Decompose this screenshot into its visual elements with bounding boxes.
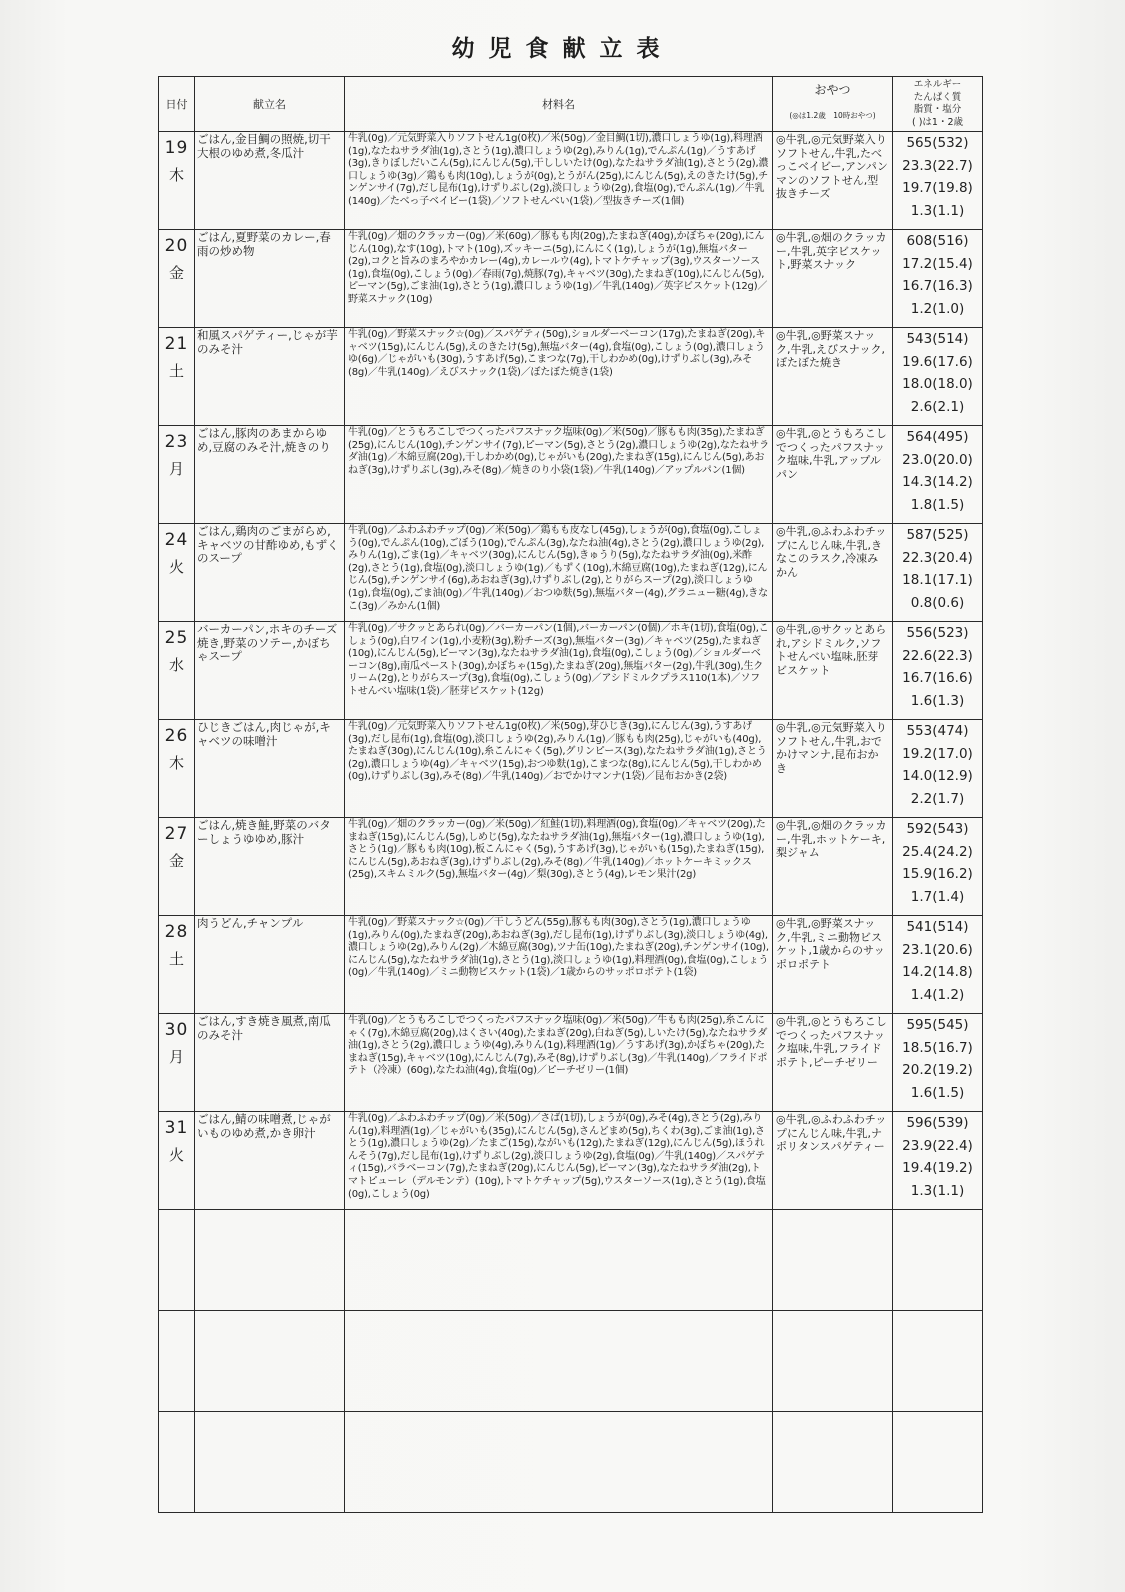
energy-value: 543(514): [906, 331, 969, 347]
day-number: 20: [164, 236, 189, 256]
ingredients: 牛乳(0g)／サクッとあられ(0g)／バーカーパン(1個),バーカーパン(0個)／ホキ(1切),食塩(0g),こしょう(0g),白ワイン(1g),小麦粉(3g),粉チーズ(3g),無塩バター(3g)／キャベツ(25g),たまねぎ(10g),にんじん(5g),ピーマン(3g),なたねサラダ油(1g),食塩(0g),こしょう(0g)／ショルダーベーコン(8g),南瓜ペースト(30g),かぼちゃ(15g),たまねぎ(20g),無塩バター(2g),牛乳(30g),生クリーム(2g),とりがらスープ(3g),食塩(0g),こしょう(0g)／アシドミルクプラス110(1本)／ソフトせんべい塩味(1袋)／胚芽ビスケット(12g): [345, 622, 773, 720]
fat-value: 15.9(16.2): [902, 866, 973, 882]
salt-value: 1.2(1.0): [910, 300, 965, 317]
menu-name: ごはん,夏野菜のカレー,春雨の炒め物: [195, 230, 345, 328]
salt-value: 0.8(0.6): [910, 594, 965, 611]
energy-value: 595(545): [906, 1017, 969, 1033]
nutrition-cell: [893, 328, 983, 426]
header-snack-label: おやつ: [814, 83, 851, 97]
weekday: 金: [168, 852, 184, 870]
date-cell: [159, 132, 195, 230]
ingredients: 牛乳(0g)／ふわふわチップ(0g)／米(50g)／さば(1切),しょうが(0g),みそ(4g),さとう(2g),みりん(1g),料理酒(1g)／じゃがいも(35g),にんじん(5g),さんどまめ(5g),ちくわ(3g),ごま油(1g),さとう(1g),濃口しょうゆ(2g)／たまご(15g),ながいも(12g),たまねぎ(12g),にんじん(5g),ほうれんそう(7g),だし昆布(1g),けずりぶし(2g),淡口しょうゆ(2g),食塩(0g)／牛乳(140g)／スパゲティ(15g),バラベーコン(7g),たまねぎ(20g),にんじん(5g),ピーマン(3g),なたねサラダ油(2g),トマトピューレ（デルモンテ）(10g),トマトケチャップ(5g),ウスターソース(1g),さとう(1g),食塩(0g),こしょう(0g): [345, 1112, 773, 1210]
fat-value: 20.2(19.2): [902, 1062, 973, 1078]
salt-value: 1.6(1.5): [910, 1084, 965, 1101]
header-date: 日付: [159, 77, 195, 132]
fat-value: 18.1(17.1): [902, 572, 973, 588]
weekday: 月: [168, 460, 184, 478]
protein-value: 19.6(17.6): [902, 353, 973, 370]
protein-value: 23.9(22.4): [902, 1137, 973, 1154]
weekday: 土: [168, 362, 184, 380]
date-cell: [159, 818, 195, 916]
table-row: [159, 818, 983, 916]
snack: ◎牛乳,◎サクッとあられ,アシドミルク,ソフトせんべい塩味,胚芽ビスケット: [773, 622, 893, 720]
menu-name: 肉うどん,チャンプル: [195, 916, 345, 1014]
nutrition-cell: [893, 916, 983, 1014]
protein-value: 23.1(20.6): [902, 941, 973, 958]
day-number: 31: [164, 1118, 189, 1138]
protein-value: 23.0(20.0): [902, 451, 973, 468]
table-row: [159, 1112, 983, 1210]
nutrition-cell: [893, 524, 983, 622]
salt-value: 1.6(1.3): [910, 692, 965, 709]
empty-cell: [893, 1210, 983, 1311]
day-number: 30: [164, 1020, 189, 1040]
nutrition-cell: [893, 622, 983, 720]
ingredients: 牛乳(0g)／とうもろこしでつくったパフスナック塩味(0g)／米(50g)／牛もも肉(25g),糸こんにゃく(7g),木綿豆腐(20g),はくさい(40g),たまねぎ(20g),白ねぎ(5g),しいたけ(5g),なたねサラダ油(1g),さとう(2g),濃口しょうゆ(4g),みりん(1g),料理酒(1g)／うすあげ(3g),かぼちゃ(20g),たまねぎ(15g),キャベツ(10g),にんじん(7g),みそ(8g),けずりぶし(3g)／牛乳(140g)／フライドポテト（冷凍）(60g),なたね油(4g),食塩(0g)／ピーチゼリー(1個): [345, 1014, 773, 1112]
energy-value: 564(495): [906, 429, 969, 445]
header-menu: 献立名: [195, 77, 345, 132]
table-row: [159, 720, 983, 818]
protein-value: 17.2(15.4): [902, 255, 973, 272]
header-nutrition: [893, 77, 983, 132]
weekday: 木: [168, 166, 184, 184]
snack: ◎牛乳,◎野菜スナック,牛乳,ミニ動物ビスケット,1歳からのサッポロポテト: [773, 916, 893, 1014]
table-row: [159, 426, 983, 524]
weekday: 木: [168, 754, 184, 772]
empty-cell: [773, 1412, 893, 1513]
date-cell: [159, 524, 195, 622]
weekday: 土: [168, 950, 184, 968]
day-number: 25: [164, 628, 189, 648]
day-number: 28: [164, 922, 189, 942]
empty-cell: [195, 1210, 345, 1311]
protein-value: 18.5(16.7): [902, 1039, 973, 1056]
table-row: [159, 524, 983, 622]
empty-cell: [195, 1412, 345, 1513]
salt-value: 1.7(1.4): [910, 888, 965, 905]
nutrition-cell: [893, 1112, 983, 1210]
menu-table: [158, 76, 983, 1513]
ingredients: 牛乳(0g)／畑のクラッカー(0g)／米(50g)／紅鮭(1切),料理酒(0g),食塩(0g)／キャベツ(20g),たまねぎ(15g),にんじん(5g),しめじ(5g),なたねサラダ油(1g),無塩バター(1g),濃口しょうゆ(1g),さとう(1g)／豚もも肉(10g),板こんにゃく(5g),うすあげ(3g),じゃがいも(15g),たまねぎ(15g),にんじん(5g),あおねぎ(3g),けずりぶし(2g),みそ(8g)／牛乳(140g)／ホットケーキミックス(25g),スキムミルク(5g),無塩バター(4g)／梨(30g),さとう(4g),レモン果汁(2g): [345, 818, 773, 916]
day-number: 21: [164, 334, 189, 354]
protein-value: 25.4(24.2): [902, 843, 973, 860]
ingredients: 牛乳(0g)／野菜スナック☆(0g)／干しうどん(55g),豚もも肉(30g),さとう(1g),濃口しょうゆ(1g),みりん(0g),たまねぎ(20g),あおねぎ(3g),だし昆布(1g),けずりぶし(3g),淡口しょうゆ(4g),濃口しょうゆ(2g),みりん(2g)／木綿豆腐(30g),ツナ缶(10g),たまねぎ(20g),チンゲンサイ(10g),にんじん(5g),なたねサラダ油(1g),さとう(1g),淡口しょうゆ(1g),料理酒(0g),食塩(0g),こしょう(0g)／牛乳(140g)／ミニ動物ビスケット(1袋)／1歳からのサッポロポテト(1袋): [345, 916, 773, 1014]
nutrition-cell: [893, 426, 983, 524]
empty-cell: [345, 1210, 773, 1311]
nutrition-cell: [893, 818, 983, 916]
snack: ◎牛乳,◎ふわふわチップにんじん味,牛乳,きなこのラスク,冷凍みかん: [773, 524, 893, 622]
header-nutrition-line: 脂質・塩分: [913, 104, 962, 115]
header-nutrition-line: たんぱく質: [913, 91, 962, 103]
nutrition-cell: [893, 1014, 983, 1112]
fat-value: 19.7(19.8): [902, 180, 973, 196]
table-row: [159, 622, 983, 720]
empty-cell: [773, 1210, 893, 1311]
weekday: 月: [168, 1048, 184, 1066]
fat-value: 14.3(14.2): [902, 474, 973, 490]
protein-value: 22.6(22.3): [902, 647, 973, 664]
energy-value: 596(539): [906, 1115, 969, 1131]
protein-value: 22.3(20.4): [902, 549, 973, 566]
fat-value: 19.4(19.2): [902, 1160, 973, 1176]
salt-value: 1.3(1.1): [910, 1182, 965, 1199]
empty-cell: [345, 1412, 773, 1513]
energy-value: 553(474): [906, 723, 969, 739]
header-snack: [773, 77, 893, 132]
date-cell: [159, 916, 195, 1014]
empty-cell: [893, 1311, 983, 1412]
ingredients: 牛乳(0g)／とうもろこしでつくったパフスナック塩味(0g)／米(50g)／豚もも肉(35g),たまねぎ(25g),にんじん(10g),チンゲンサイ(7g),ピーマン(5g),さとう(2g),濃口しょうゆ(2g),なたねサラダ油(1g)／木綿豆腐(20g),干しわかめ(0g),じゃがいも(20g),たまねぎ(15g),にんじん(5g),あおねぎ(3g),けずりぶし(3g),みそ(8g)／焼きのり小袋(1袋)／牛乳(140g)／アップルパン(1個): [345, 426, 773, 524]
ingredients: 牛乳(0g)／ふわふわチップ(0g)／米(50g)／鶏もも皮なし(45g),しょうが(0g),食塩(0g),こしょう(0g),でんぷん(10g),ごぼう(10g),でんぷん(3g),なたね油(4g),さとう(2g),濃口しょうゆ(2g),みりん(1g),ごま(1g)／キャベツ(30g),にんじん(5g),きゅうり(5g),なたねサラダ油(0g),米酢(2g),さとう(1g),食塩(0g),淡口しょうゆ(1g)／もずく(10g),木綿豆腐(10g),たまねぎ(12g),にんじん(5g),チンゲンサイ(6g),あおねぎ(3g),けずりぶし(2g),とりがらスープ(2g),淡口しょうゆ(1g),食塩(0g),ごま油(0g)／牛乳(140g)／おつゆ麩(5g),無塩バター(4g),グラニュー糖(4g),きなこ(3g)／みかん(1個): [345, 524, 773, 622]
protein-value: 23.3(22.7): [902, 157, 973, 174]
fat-value: 14.0(12.9): [902, 768, 973, 784]
date-cell: [159, 1014, 195, 1112]
header-nutrition-line: ( )は1・2歳: [911, 116, 964, 128]
ingredients: 牛乳(0g)／元気野菜入りソフトせん1g(0枚)／米(50g)／金目鯛(1切),濃口しょうゆ(1g),料理酒(1g),なたねサラダ油(1g),さとう(1g),濃口しょうゆ(2g),みりん(1g),でんぷん(1g)／うすあげ(3g),きりぼしだいこん(5g),にんじん(5g),干ししいたけ(0g),なたねサラダ油(1g),さとう(2g),濃口しょうゆ(3g)／鶏もも肉(10g),しょうが(0g),とうがん(25g),にんじん(5g),えのきたけ(5g),チンゲンサイ(7g),だし昆布(1g),けずりぶし(2g),淡口しょうゆ(2g),食塩(0g),でんぷん(1g)／牛乳(140g)／たべっ子ベイビー(1袋)／ソフトせんべい(1袋)／型抜きチーズ(1個): [345, 132, 773, 230]
table-row: [159, 230, 983, 328]
salt-value: 1.4(1.2): [910, 986, 965, 1003]
snack: ◎牛乳,◎畑のクラッカー,牛乳,ホットケーキ,梨ジャム: [773, 818, 893, 916]
energy-value: 565(532): [906, 135, 969, 151]
menu-name: 和風スパゲティー,じゃが芋のみそ汁: [195, 328, 345, 426]
nutrition-cell: [893, 230, 983, 328]
table-row: [159, 916, 983, 1014]
salt-value: 1.8(1.5): [910, 496, 965, 513]
empty-row: [159, 1311, 983, 1412]
menu-name: ごはん,焼き鮭,野菜のバターしょうゆゆめ,豚汁: [195, 818, 345, 916]
menu-name: ひじきごはん,肉じゃが,キャベツの味噌汁: [195, 720, 345, 818]
date-cell: [159, 426, 195, 524]
ingredients: 牛乳(0g)／畑のクラッカー(0g)／米(60g)／豚もも肉(20g),たまねぎ(40g),かぼちゃ(20g),にんじん(10g),なす(10g),トマト(10g),ズッキーニ(5g),にんにく(1g),しょうが(1g),無塩バター(2g),コクと旨みのまろやかカレー(4g),カレールウ(4g),トマトケチャップ(3g),ウスターソース(1g),食塩(0g),こしょう(0g)／春雨(7g),焼豚(7g),キャベツ(30g),たまねぎ(10g),にんじん(5g),ピーマン(5g),ごま油(1g),さとう(1g),濃口しょうゆ(1g)／牛乳(140g)／英字ビスケット(12g)／野菜スナック(10g): [345, 230, 773, 328]
salt-value: 2.6(2.1): [910, 398, 965, 415]
snack: ◎牛乳,◎ふわふわチップにんじん味,牛乳,ナポリタンスパゲティー: [773, 1112, 893, 1210]
energy-value: 587(525): [906, 527, 969, 543]
menu-name: ごはん,鶏肉のごまがらめ,キャベツの甘酢ゆめ,もずくのスープ: [195, 524, 345, 622]
table-row: [159, 1014, 983, 1112]
day-number: 24: [164, 530, 189, 550]
ingredients: 牛乳(0g)／元気野菜入りソフトせん1g(0枚)／米(50g),芽ひじき(3g),にんじん(3g),うすあげ(3g),だし昆布(1g),食塩(0g),淡口しょうゆ(2g),みりん(1g)／豚もも肉(25g),じゃがいも(40g),たまねぎ(30g),にんじん(10g),糸こんにゃく(5g),グリンピース(3g),なたねサラダ油(1g),さとう(2g),濃口しょうゆ(4g)／キャベツ(15g),おつゆ麩(1g),こまつな(8g),にんじん(5g),干しわかめ(0g),けずりぶし(3g),みそ(8g)／牛乳(140g)／おでかけマンナ(1袋)／昆布おかき(2袋): [345, 720, 773, 818]
table-row: [159, 328, 983, 426]
empty-cell: [159, 1311, 195, 1412]
day-number: 27: [164, 824, 189, 844]
snack: ◎牛乳,◎野菜スナック,牛乳,えびスナック,ぼたぼた焼き: [773, 328, 893, 426]
nutrition-cell: [893, 720, 983, 818]
nutrition-cell: [893, 132, 983, 230]
date-cell: [159, 1112, 195, 1210]
day-number: 19: [164, 138, 189, 158]
empty-row: [159, 1210, 983, 1311]
weekday: 金: [168, 264, 184, 282]
fat-value: 16.7(16.3): [902, 278, 973, 294]
protein-value: 19.2(17.0): [902, 745, 973, 762]
fat-value: 18.0(18.0): [902, 376, 973, 392]
menu-name: ごはん,すき焼き風煮,南瓜のみそ汁: [195, 1014, 345, 1112]
weekday: 火: [168, 558, 184, 576]
date-cell: [159, 720, 195, 818]
weekday: 水: [168, 656, 184, 674]
empty-cell: [195, 1311, 345, 1412]
menu-name: ごはん,豚肉のあまからゆめ,豆腐のみそ汁,焼きのり: [195, 426, 345, 524]
snack: ◎牛乳,◎畑のクラッカー,牛乳,英字ビスケット,野菜スナック: [773, 230, 893, 328]
salt-value: 1.3(1.1): [910, 202, 965, 219]
menu-name: ごはん,金目鯛の照焼,切干大根のゆめ煮,冬瓜汁: [195, 132, 345, 230]
energy-value: 541(514): [906, 919, 969, 935]
day-number: 26: [164, 726, 189, 746]
energy-value: 608(516): [906, 233, 969, 249]
empty-row: [159, 1412, 983, 1513]
menu-name: ごはん,鯖の味噌煮,じゃがいものゆめ煮,かき卵汁: [195, 1112, 345, 1210]
salt-value: 2.2(1.7): [910, 790, 965, 807]
energy-value: 556(523): [906, 625, 969, 641]
ingredients: 牛乳(0g)／野菜スナック☆(0g)／スパゲティ(50g),ショルダーベーコン(17g),たまねぎ(20g),キャベツ(15g),にんじん(5g),えのきたけ(5g),無塩バター(4g),食塩(0g),こしょう(0g),濃口しょうゆ(6g)／じゃがいも(30g),うすあげ(5g),こまつな(7g),干しわかめ(0g),けずりぶし(3g),みそ(8g)／牛乳(140g)／えびスナック(1袋)／ぼたぼた焼き(1袋): [345, 328, 773, 426]
header-row: [159, 77, 983, 132]
snack: ◎牛乳,◎とうもろこしでつくったパフスナック塩味,牛乳,フライドポテト,ピーチゼリー: [773, 1014, 893, 1112]
fat-value: 16.7(16.6): [902, 670, 973, 686]
snack: ◎牛乳,◎とうもろこしでつくったパフスナック塩味,牛乳,アップルパン: [773, 426, 893, 524]
menu-name: バーカーパン,ホキのチーズ焼き,野菜のソテー,かぼちゃスープ: [195, 622, 345, 720]
snack: ◎牛乳,◎元気野菜入りソフトせん,牛乳,おでかけマンナ,昆布おかき: [773, 720, 893, 818]
empty-cell: [345, 1311, 773, 1412]
fat-value: 14.2(14.8): [902, 964, 973, 980]
date-cell: [159, 622, 195, 720]
empty-cell: [773, 1311, 893, 1412]
empty-cell: [893, 1412, 983, 1513]
date-cell: [159, 230, 195, 328]
table-row: [159, 132, 983, 230]
date-cell: [159, 328, 195, 426]
header-snack-note: (◎は1.2歳 10時おやつ): [789, 111, 876, 120]
header-ingredients: 材料名: [345, 77, 773, 132]
snack: ◎牛乳,◎元気野菜入りソフトせん,牛乳,たべっこベイビー,アンパンマンのソフトせん,型抜きチーズ: [773, 132, 893, 230]
day-number: 23: [164, 432, 189, 452]
empty-cell: [159, 1210, 195, 1311]
weekday: 火: [168, 1146, 184, 1164]
energy-value: 592(543): [906, 821, 969, 837]
header-nutrition-line: エネルギー: [913, 79, 962, 90]
page-title: 幼児食献立表: [451, 36, 674, 62]
empty-cell: [159, 1412, 195, 1513]
